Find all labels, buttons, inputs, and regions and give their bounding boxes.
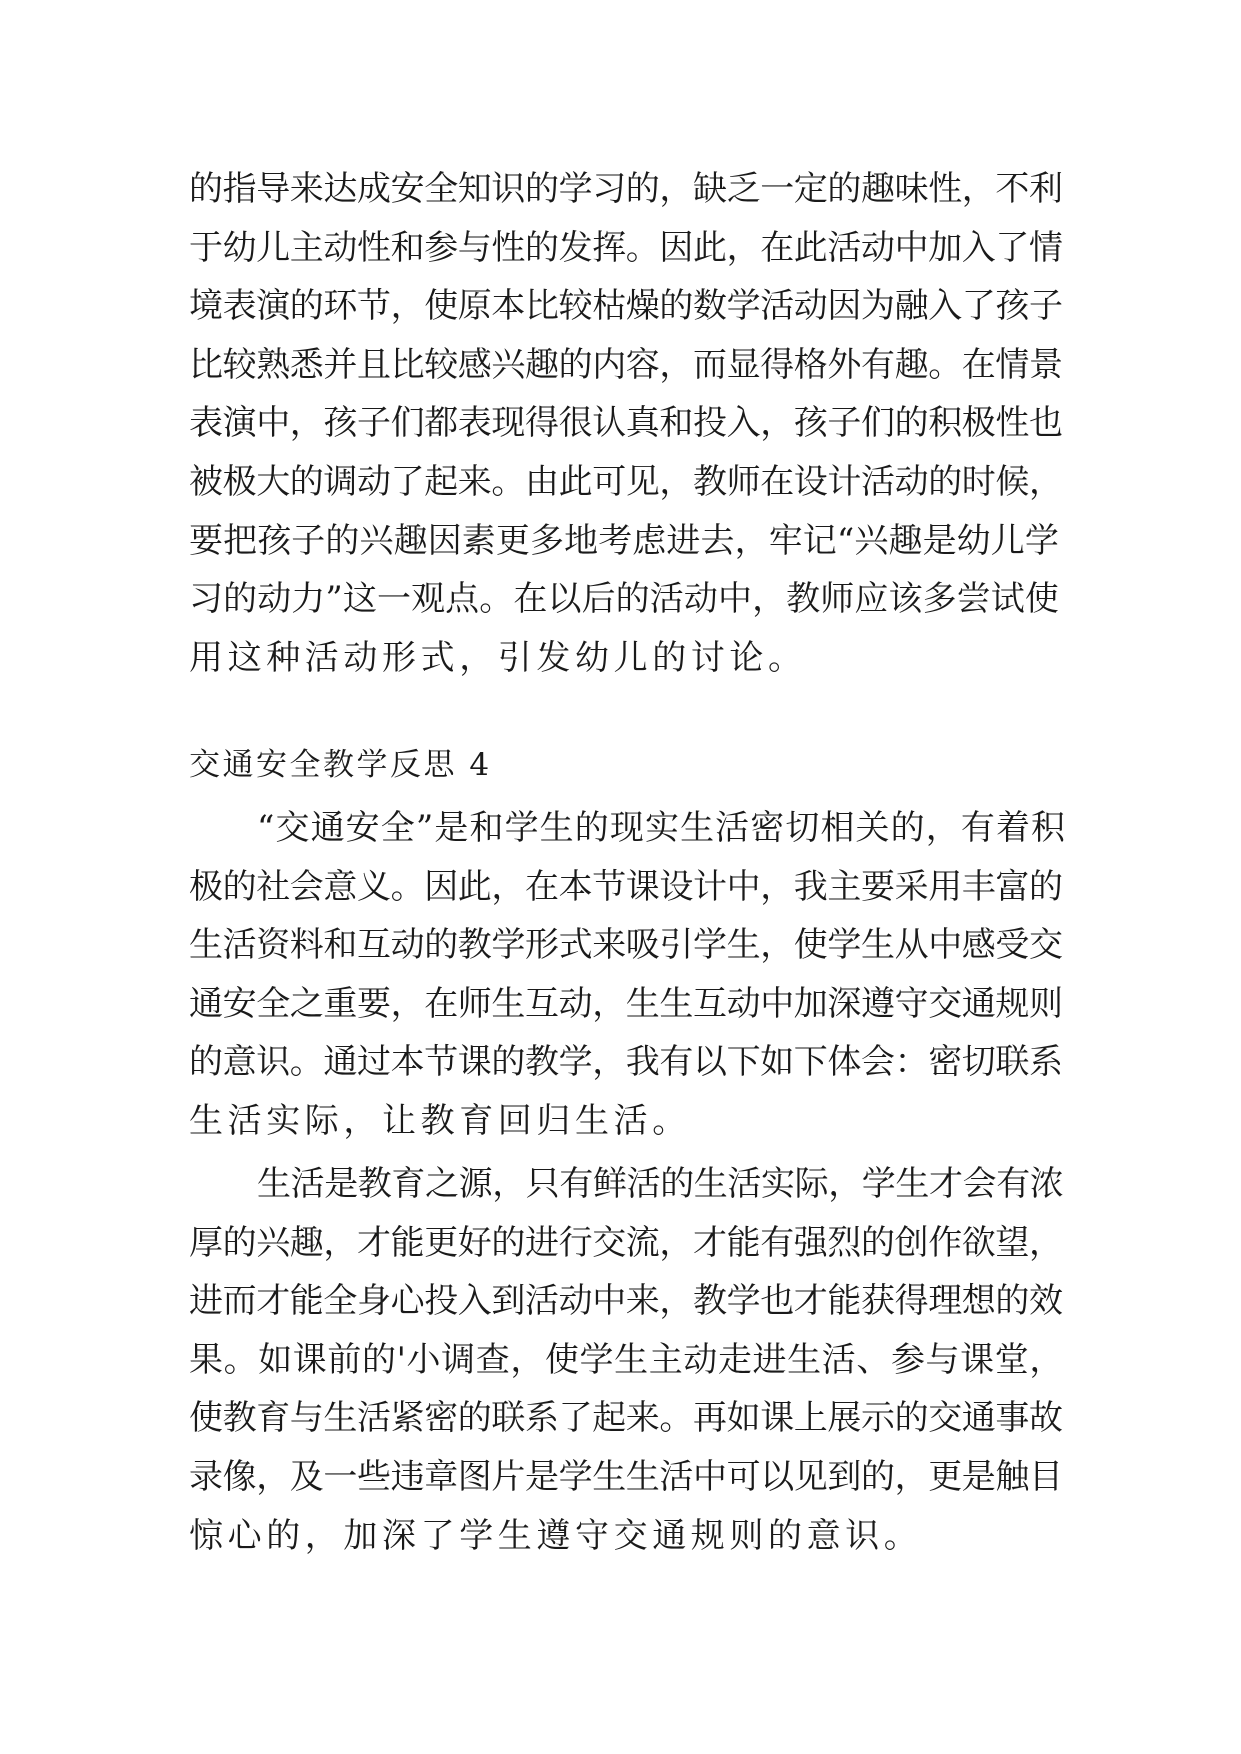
paragraph-2-line: 生活资料和互动的教学形式来吸引学生，使学生从中感受交	[189, 925, 1063, 966]
paragraph-1-line: 要把孩子的兴趣因素更多地考虑进去，牢记“兴趣是幼儿学	[189, 520, 1059, 561]
paragraph-1-line: 的指导来达成安全知识的学习的，缺乏一定的趣味性，不利	[189, 169, 1063, 209]
paragraph-2-line: 生活实际，让教育回归生活。	[189, 1100, 691, 1141]
paragraph-3-line: 进而才能全身心投入到活动中来，教学也才能获得理想的效	[189, 1281, 1063, 1322]
paragraph-2-line: 极的社会意义。因此，在本节课设计中，我主要采用丰富的	[189, 866, 1063, 907]
paragraph-1-line: 被极大的调动了起来。由此可见，教师在设计活动的时候，	[189, 461, 1063, 502]
paragraph-1-line: 比较熟悉并且比较感兴趣的内容，而显得格外有趣。在情景	[189, 344, 1063, 385]
paragraph-2-line: 通安全之重要，在师生互动，生生互动中加深遵守交通规则	[189, 983, 1063, 1024]
paragraph-2-line: 的意识。通过本节课的教学，我有以下如下体会：密切联系	[189, 1042, 1063, 1083]
paragraph-3-line: 使教育与生活紧密的联系了起来。再如课上展示的交通事故	[189, 1398, 1063, 1439]
paragraph-1-line: 表演中，孩子们都表现得很认真和投入，孩子们的积极性也	[189, 403, 1063, 444]
paragraph-1-line: 于幼儿主动性和参与性的发挥。因此，在此活动中加入了情	[189, 227, 1063, 268]
paragraph-3-line: 惊心的，加深了学生遵守交通规则的意识。	[189, 1515, 923, 1556]
paragraph-1-line: 习的动力”这一观点。在以后的活动中，教师应该多尝试使	[189, 579, 1059, 620]
paragraph-2	[189, 799, 1069, 1151]
paragraph-1-line: 境表演的环节，使原本比较枯燥的数学活动因为融入了孩子	[189, 286, 1063, 327]
paragraph-3-line: 厚的兴趣，才能更好的进行交流，才能有强烈的创作欲望，	[189, 1222, 1063, 1263]
paragraph-3-line: 果。如课前的'小调查，使学生主动走进生活、参与课堂，	[189, 1339, 1064, 1380]
paragraph-1	[189, 160, 1069, 687]
paragraph-2-line: “交通安全”是和学生的现实生活密切相关的，有着积	[257, 808, 1067, 848]
paragraph-1-line: 用这种活动形式，引发幼儿的讨论。	[189, 637, 807, 678]
paragraph-3-line: 录像，及一些违章图片是学生生活中可以见到的，更是触目	[189, 1456, 1063, 1497]
paragraph-3	[189, 1155, 1069, 1565]
paragraph-3-line: 生活是教育之源，只有鲜活的生活实际，学生才会有浓	[257, 1164, 1064, 1204]
section-title: 交通安全教学反思 4	[189, 747, 492, 783]
